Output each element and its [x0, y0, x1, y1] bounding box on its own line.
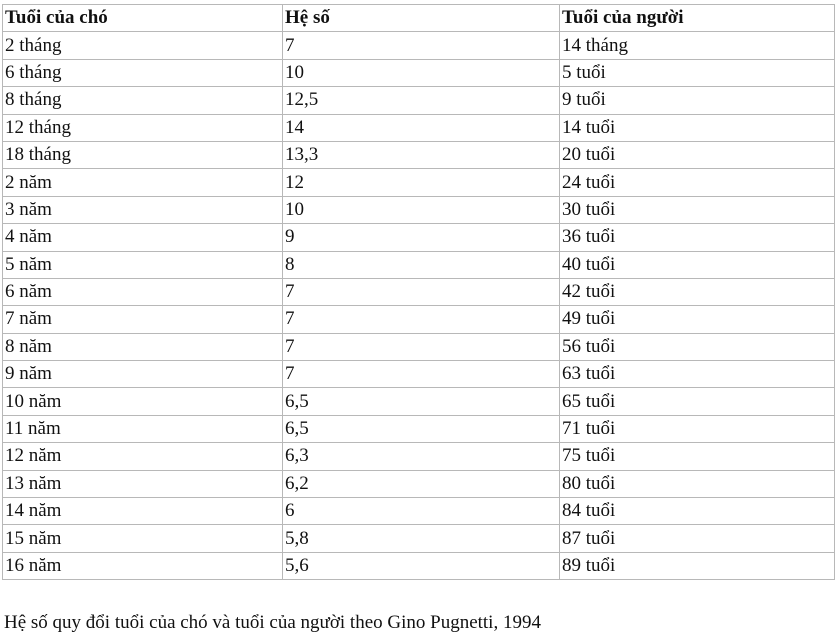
cell-dog-age: 8 năm — [3, 333, 283, 360]
table-row — [3, 141, 835, 168]
table-row — [3, 552, 835, 579]
cell-dog-age: 4 năm — [3, 224, 283, 251]
cell-human-age: 5 tuổi — [560, 59, 835, 86]
dog-age-table-container — [2, 4, 834, 580]
cell-dog-age: 6 năm — [3, 278, 283, 305]
table-row — [3, 196, 835, 223]
cell-dog-age: 5 năm — [3, 251, 283, 278]
cell-human-age: 36 tuổi — [560, 224, 835, 251]
table-row — [3, 361, 835, 388]
table-row — [3, 32, 835, 59]
table-row — [3, 251, 835, 278]
cell-human-age: 65 tuổi — [560, 388, 835, 415]
cell-dog-age: 9 năm — [3, 361, 283, 388]
cell-coefficient: 5,6 — [283, 552, 560, 579]
cell-dog-age: 18 tháng — [3, 141, 283, 168]
cell-human-age: 20 tuổi — [560, 141, 835, 168]
cell-dog-age: 2 tháng — [3, 32, 283, 59]
cell-human-age: 14 tuổi — [560, 114, 835, 141]
cell-human-age: 30 tuổi — [560, 196, 835, 223]
cell-dog-age: 7 năm — [3, 306, 283, 333]
table-caption: Hệ số quy đổi tuổi của chó và tuổi của người theo Gino Pugnetti, 1994 — [4, 612, 541, 633]
table-row — [3, 87, 835, 114]
cell-human-age: 40 tuổi — [560, 251, 835, 278]
cell-dog-age: 12 tháng — [3, 114, 283, 141]
cell-dog-age: 16 năm — [3, 552, 283, 579]
table-row — [3, 498, 835, 525]
cell-coefficient: 6 — [283, 498, 560, 525]
table-row — [3, 306, 835, 333]
cell-human-age: 80 tuổi — [560, 470, 835, 497]
cell-coefficient: 7 — [283, 306, 560, 333]
cell-coefficient: 6,3 — [283, 443, 560, 470]
table-row — [3, 415, 835, 442]
cell-coefficient: 10 — [283, 196, 560, 223]
header-row — [3, 5, 835, 32]
cell-coefficient: 14 — [283, 114, 560, 141]
cell-coefficient: 13,3 — [283, 141, 560, 168]
cell-human-age: 71 tuổi — [560, 415, 835, 442]
cell-human-age: 24 tuổi — [560, 169, 835, 196]
cell-coefficient: 10 — [283, 59, 560, 86]
cell-human-age: 84 tuổi — [560, 498, 835, 525]
cell-human-age: 42 tuổi — [560, 278, 835, 305]
cell-coefficient: 12,5 — [283, 87, 560, 114]
cell-dog-age: 14 năm — [3, 498, 283, 525]
dog-age-conversion-table — [2, 4, 835, 580]
cell-coefficient: 7 — [283, 333, 560, 360]
cell-dog-age: 15 năm — [3, 525, 283, 552]
cell-dog-age: 3 năm — [3, 196, 283, 223]
cell-coefficient: 8 — [283, 251, 560, 278]
cell-coefficient: 7 — [283, 278, 560, 305]
cell-dog-age: 8 tháng — [3, 87, 283, 114]
cell-human-age: 75 tuổi — [560, 443, 835, 470]
cell-human-age: 89 tuổi — [560, 552, 835, 579]
cell-human-age: 63 tuổi — [560, 361, 835, 388]
cell-dog-age: 12 năm — [3, 443, 283, 470]
cell-coefficient: 9 — [283, 224, 560, 251]
cell-coefficient: 7 — [283, 32, 560, 59]
cell-coefficient: 6,5 — [283, 388, 560, 415]
cell-dog-age: 6 tháng — [3, 59, 283, 86]
cell-coefficient: 5,8 — [283, 525, 560, 552]
cell-coefficient: 6,2 — [283, 470, 560, 497]
header-dog-age: Tuổi của chó — [3, 5, 283, 32]
table-row — [3, 470, 835, 497]
table-row — [3, 525, 835, 552]
cell-human-age: 14 tháng — [560, 32, 835, 59]
table-body — [3, 32, 835, 580]
cell-human-age: 49 tuổi — [560, 306, 835, 333]
table-row — [3, 333, 835, 360]
cell-human-age: 56 tuổi — [560, 333, 835, 360]
cell-coefficient: 6,5 — [283, 415, 560, 442]
table-row — [3, 278, 835, 305]
table-header — [3, 5, 835, 32]
header-coefficient: Hệ số — [283, 5, 560, 32]
table-row — [3, 388, 835, 415]
table-row — [3, 59, 835, 86]
cell-coefficient: 7 — [283, 361, 560, 388]
cell-human-age: 87 tuổi — [560, 525, 835, 552]
header-human-age: Tuổi của người — [560, 5, 835, 32]
cell-dog-age: 11 năm — [3, 415, 283, 442]
cell-dog-age: 10 năm — [3, 388, 283, 415]
cell-dog-age: 13 năm — [3, 470, 283, 497]
cell-human-age: 9 tuổi — [560, 87, 835, 114]
table-row — [3, 224, 835, 251]
table-row — [3, 169, 835, 196]
cell-coefficient: 12 — [283, 169, 560, 196]
table-row — [3, 114, 835, 141]
cell-dog-age: 2 năm — [3, 169, 283, 196]
table-row — [3, 443, 835, 470]
